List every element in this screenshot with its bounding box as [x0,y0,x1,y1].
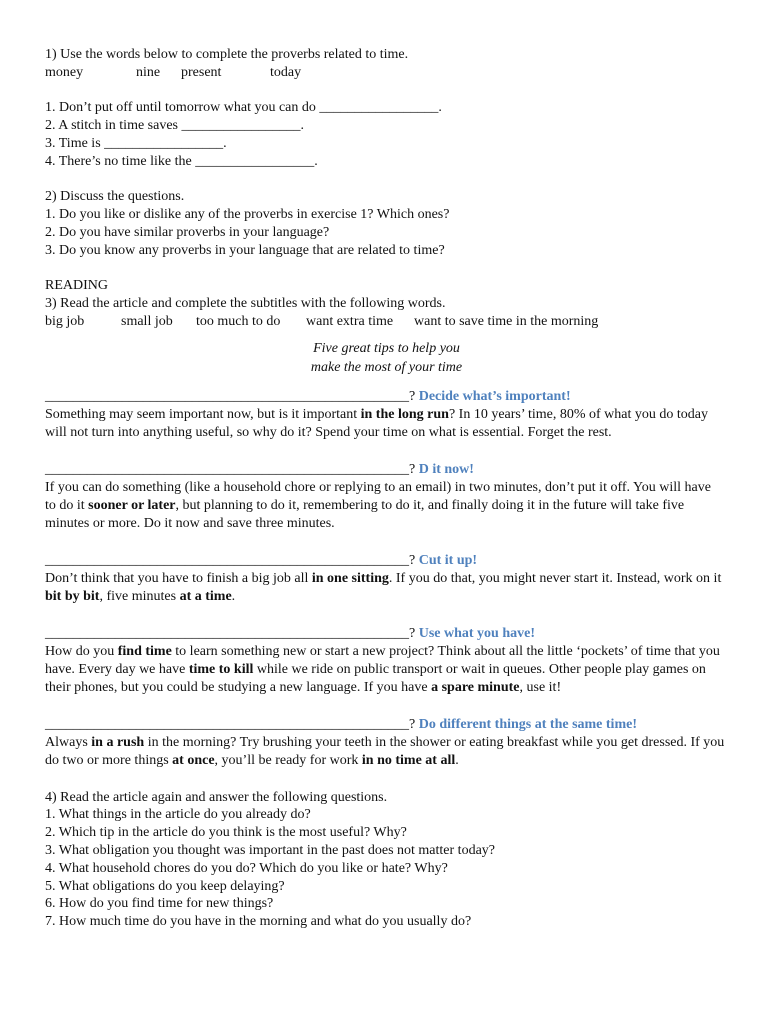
tip-subtitle: Do different things at the same time! [418,716,637,732]
word-bank-item: want to save time in the morning [414,313,599,329]
exercise-1-instruction: 1) Use the words below to complete the proverbs related to time. [45,47,409,62]
word-bank-item: present [181,64,222,80]
bold-phrase: at a time [179,589,232,605]
bold-phrase: at once [172,753,215,769]
word-bank-item: too much to do [196,313,281,329]
tip-subtitle-line [45,461,728,479]
exercise-3-word-bank [45,313,728,331]
word-bank-item: want extra time [306,313,394,329]
subtitle-blank: ____________________________________________________? [45,625,416,641]
article-tip [45,461,728,534]
exercise-2 [45,188,728,259]
tip-body [45,734,725,771]
exercise-1 [45,46,728,171]
article-tip [45,716,728,771]
tip-text: in the morning? Try brushing your teeth in the shower or eating breakfast while you get dressed. If you do two or more things [45,734,725,769]
exercise-2-instruction: 2) Discuss the questions. [45,189,185,205]
bold-phrase: in the long run [360,406,449,422]
word-bank-item: money [45,64,84,80]
question-item: 1. What things in the article do you already do? [45,807,311,823]
proverb-item: 3. Time is _________________. [45,135,227,151]
word-bank-item: small job [121,313,173,329]
article-title-line: make the most of your time [310,360,463,376]
tip-subtitle: Cut it up! [418,552,478,568]
word-bank-item: nine [136,64,161,80]
bold-phrase: time to kill [188,662,254,677]
exercise-1-word-bank [45,64,728,82]
tip-body [45,406,725,443]
tip-subtitle: Decide what’s important! [418,388,571,404]
question-item: 2. Which tip in the article do you think is the most useful? Why? [45,825,407,841]
tip-text: . [231,589,236,605]
tip-body [45,643,725,698]
article-tip [45,552,728,607]
exercise-3-instruction: 3) Read the article and complete the subtitles with the following words. [45,296,446,312]
question-item: 4. What household chores do you do? Which do you like or hate? Why? [45,860,448,876]
tip-text: ? In 10 years’ time, 80% of what you do today will not turn into anything useful, so why do it? Spend your time on what is essential. Forget the rest. [45,406,708,441]
article-title [45,339,728,378]
tip-subtitle: Use what you have! [418,625,535,641]
question-item: 6. How do you find time for new things? [45,896,274,912]
tip-text: Something may seem important now, but is it important [45,406,361,422]
tip-text: . [455,753,459,769]
question-item: 7. How much time do you have in the morning and what do you usually do? [45,914,472,930]
bold-phrase: a spare minute [431,680,520,696]
tip-text: to learn something new or start a new project? Think about all the little ‘pockets’ of time that you have. Every day we have [45,643,720,677]
tip-text: , you’ll be ready for work [214,753,362,769]
tip-text: , but planning to do it, remembering to do it, and finally doing it in the future will take five minutes or more. Do it now and save three minutes. [45,497,685,532]
exercise-4-instruction: 4) Read the article again and answer the following questions. [45,789,388,805]
tip-text: Don’t think that you have to finish a big job all [45,570,312,586]
tip-subtitle-line [45,552,728,570]
word-bank-item: today [270,64,302,80]
tip-subtitle-line [45,388,728,406]
reading-section [45,277,728,770]
proverb-item: 1. Don’t put off until tomorrow what you can do _________________. [45,100,442,116]
article-title-line: Five great tips to help you [313,340,460,356]
question-item: 3. Do you know any proverbs in your language that are related to time? [45,242,445,258]
bold-phrase: find time [117,643,172,659]
bold-phrase: sooner or later [88,497,176,513]
subtitle-blank: ____________________________________________________? [45,552,416,568]
bold-phrase: bit by bit [45,589,100,605]
tip-subtitle: D it now! [418,461,474,477]
article-tips [45,388,728,771]
tip-text: Always [45,734,92,750]
subtitle-blank: ____________________________________________________? [45,461,416,477]
reading-heading: READING [45,278,108,294]
subtitle-blank: ____________________________________________________? [45,716,416,732]
tip-subtitle-line [45,716,728,734]
tip-text: How do you [45,643,118,659]
article-tip [45,625,728,698]
proverb-item: 2. A stitch in time saves _________________. [45,118,304,134]
question-item: 5. What obligations do you keep delaying? [45,878,285,894]
tip-body [45,570,725,607]
question-item: 1. Do you like or dislike any of the proverbs in exercise 1? Which ones? [45,207,450,223]
tip-body [45,479,725,534]
question-item: 3. What obligation you thought was important in the past does not matter today? [45,843,495,859]
bold-phrase: in one sitting [311,570,389,586]
tip-subtitle-line [45,625,728,643]
question-item: 2. Do you have similar proverbs in your language? [45,224,330,240]
exercise-4 [45,789,728,931]
word-bank-item: big job [45,313,85,329]
tip-text: . If you do that, you might never start it. Instead, work on it [388,570,722,586]
tip-text: , five minutes [99,589,180,605]
bold-phrase: in no time at all [361,753,456,769]
article-tip [45,388,728,443]
subtitle-blank: ____________________________________________________? [45,388,416,404]
tip-text: If you can do something (like a household chore or replying to an email) in two minutes, don’t put it off. You will have to do it [45,479,711,513]
bold-phrase: in a rush [91,734,145,750]
proverb-item: 4. There’s no time like the _________________. [45,153,318,169]
tip-text: , use it! [519,680,562,696]
tip-text: while we ride on public transport or wait in queues. Other people play games on their phones, but you could be studying a new language. If you have [45,662,706,696]
